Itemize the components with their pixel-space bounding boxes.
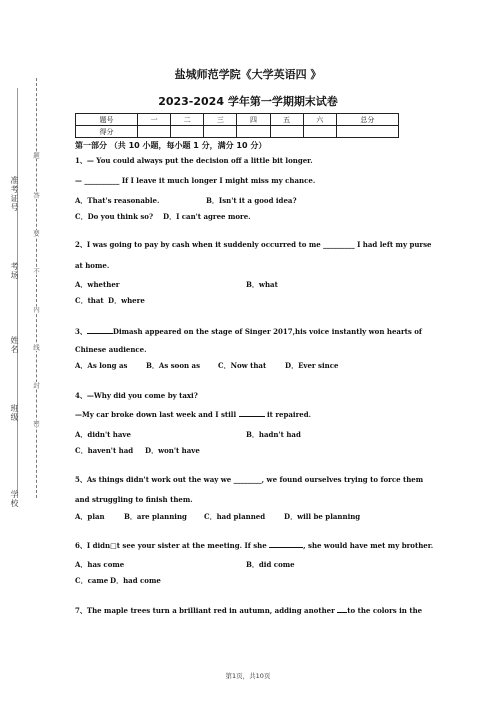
score-input-cell[interactable] <box>237 126 270 138</box>
question-7-line-1 <box>75 605 425 616</box>
question-2-option-d[interactable]: D．where <box>108 296 145 305</box>
question-4-line-1: 4、—Why did you come by taxi? <box>75 391 198 400</box>
question-7-text-b: to the colors in the <box>347 606 423 615</box>
score-cell: 三 <box>204 114 237 126</box>
question-5-option-d[interactable]: D．will be planning <box>284 512 361 521</box>
answer-blank[interactable] <box>239 409 265 417</box>
binding-dashed-line <box>36 78 37 498</box>
question-5-line-2: and struggling to finish them. <box>75 495 193 504</box>
question-3-option-a[interactable]: A．As long as <box>75 361 128 370</box>
score-cell: 题号 <box>76 114 138 126</box>
question-4-option-b[interactable]: B．hadn't had <box>246 430 301 439</box>
question-1-option-c[interactable]: C．Do you think so? <box>75 212 154 221</box>
question-2-option-c[interactable]: C．that <box>75 296 104 305</box>
question-2-option-b[interactable]: B．what <box>246 280 278 289</box>
answer-blank[interactable] <box>269 540 303 548</box>
score-table-header-row <box>76 114 399 126</box>
score-cell: 四 <box>237 114 270 126</box>
binding-word: 要 <box>32 230 40 237</box>
question-6-line-1 <box>75 540 434 551</box>
question-4-option-d[interactable]: D．won't have <box>145 446 200 455</box>
binding-word: 线 <box>32 344 40 351</box>
answer-blank[interactable] <box>87 326 113 334</box>
score-cell: 六 <box>303 114 336 126</box>
question-4-line-2 <box>75 409 425 420</box>
binding-solid-line <box>17 88 18 498</box>
question-5-option-a[interactable]: A．plan <box>75 512 105 521</box>
binding-word: 内 <box>32 306 40 313</box>
question-3-line-1 <box>75 326 425 337</box>
label-class: 班级 <box>10 404 19 422</box>
question-1-line-1: 1、— You could always put the decision off a little bit longer. <box>75 156 313 165</box>
binding-word: 答 <box>32 192 40 199</box>
score-cell: 总分 <box>336 114 398 126</box>
score-input-cell[interactable] <box>270 126 303 138</box>
question-5-option-b[interactable]: B．are planning <box>124 512 187 521</box>
document-subtitle: 2023-2024 学年第一学期期末试卷 <box>158 95 338 108</box>
question-2-line-1: 2、I was going to pay by cash when it suddenly occurred to me _________ I had left my purse <box>75 240 432 249</box>
binding-word: 不 <box>32 268 40 275</box>
score-table-score-row <box>76 126 399 138</box>
question-6-option-a[interactable]: A．has come <box>75 560 125 569</box>
label-exam-room: 考场 <box>10 262 19 280</box>
question-6-option-d[interactable]: D．had come <box>110 576 161 585</box>
question-2-line-2: at home. <box>75 261 110 270</box>
section-heading: 第一部分 （共 10 小题，每小题 1 分，满分 10 分） <box>75 141 267 150</box>
question-3-option-d[interactable]: D．Ever since <box>285 361 339 370</box>
question-3-number: 3、 <box>75 327 87 336</box>
question-4-option-a[interactable]: A．didn't have <box>75 430 131 439</box>
question-1-option-a[interactable]: A．That's reasonable. <box>75 196 160 205</box>
question-6-text-a: 6、I didn□t see your sister at the meeting. If she <box>75 541 267 550</box>
score-input-cell[interactable] <box>336 126 398 138</box>
score-input-cell[interactable] <box>138 126 171 138</box>
score-cell: 得分 <box>76 126 138 138</box>
binding-word: 封 <box>32 382 40 389</box>
label-name: 姓名 <box>10 336 19 354</box>
question-4-text-a: —My car broke down last week and I still <box>75 410 237 419</box>
question-1-line-2: — __________ If I leave it much longer I might miss my chance. <box>75 176 316 185</box>
score-cell: 五 <box>270 114 303 126</box>
question-1-option-b[interactable]: B．Isn't it a good idea? <box>206 196 297 205</box>
answer-blank[interactable] <box>337 605 347 613</box>
question-7-text-a: 7、The maple trees turn a brilliant red in autumn, adding another <box>75 606 335 615</box>
binding-word: 密 <box>32 420 40 427</box>
page-footer: 第1页，共10页 <box>225 672 271 680</box>
score-input-cell[interactable] <box>204 126 237 138</box>
score-table <box>75 113 399 138</box>
question-3-line-2: Chinese audience. <box>75 345 147 354</box>
binding-word: 题 <box>32 152 40 159</box>
score-cell: 一 <box>138 114 171 126</box>
document-title: 盐城师范学院《大学英语四 》 <box>174 68 322 81</box>
question-5-line-1: 5、As things didn't work out the way we ________, we found ourselves trying to force them <box>75 475 424 484</box>
question-6-option-b[interactable]: B．did come <box>246 560 295 569</box>
score-input-cell[interactable] <box>171 126 204 138</box>
question-1-option-d[interactable]: D．I can't agree more. <box>163 212 251 221</box>
question-3-option-c[interactable]: C．Now that <box>218 361 267 370</box>
question-3-text: Dimash appeared on the stage of Singer 2017,his voice instantly won hearts of <box>112 327 422 336</box>
question-5-option-c[interactable]: C．had planned <box>204 512 266 521</box>
question-2-option-a[interactable]: A．whether <box>75 280 120 289</box>
question-3-option-b[interactable]: B．As soon as <box>146 361 201 370</box>
label-exam-number: 准考证号 <box>10 176 19 212</box>
question-6-text-b: , she would have met my brother. <box>303 541 434 550</box>
question-6-option-c[interactable]: C．came <box>75 576 109 585</box>
label-school: 学校 <box>10 490 19 508</box>
score-input-cell[interactable] <box>303 126 336 138</box>
score-cell: 二 <box>171 114 204 126</box>
question-4-option-c[interactable]: C．haven't had <box>75 446 134 455</box>
question-4-text-b: it repaired. <box>267 410 312 419</box>
